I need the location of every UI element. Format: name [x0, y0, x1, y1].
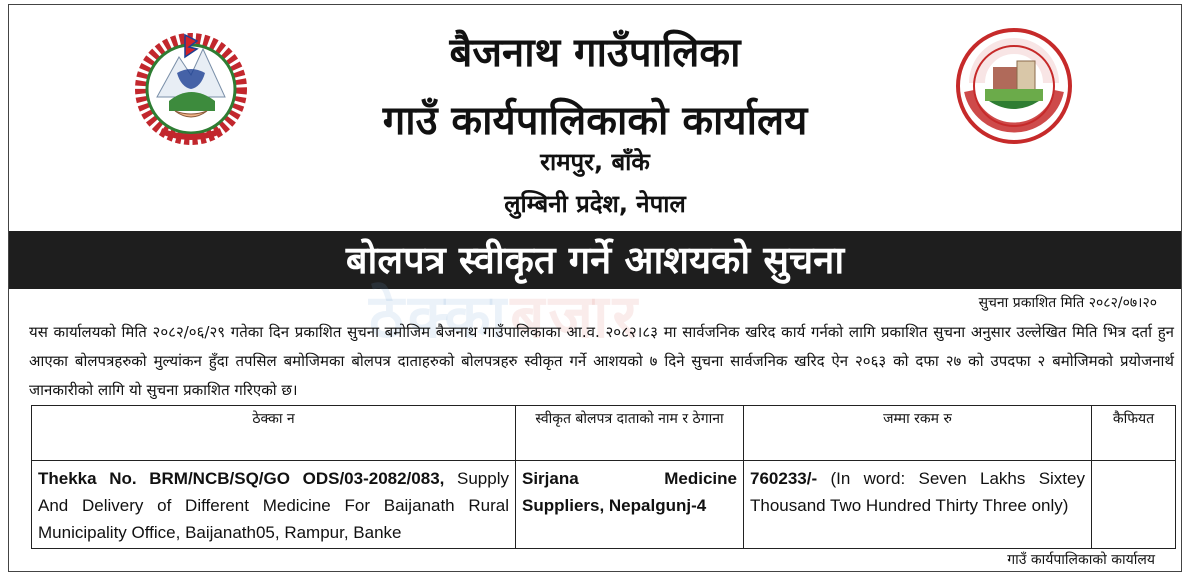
header [9, 5, 1181, 231]
table-row [32, 461, 1176, 549]
municipality-seal-icon [955, 27, 1073, 145]
amount-value: 760233/- [750, 469, 818, 488]
award-table [31, 405, 1176, 549]
table-header-row [32, 406, 1176, 461]
notice-title-banner: बोलपत्र स्वीकृत गर्ने आशयको सुचना [9, 231, 1181, 289]
cell-bidder [516, 461, 744, 549]
amount-in-words: (In word: Seven Lakhs Sixtey Thousand Two Hundred Thirty Three only) [750, 469, 1085, 515]
contract-description: Supply And Delivery of Different Medicine For Baijanath Rural Municipality Office, Baijanath05, Rampur, Banke [38, 469, 509, 542]
signature-office: गाउँ कार्यपालिकाको कार्यालय [1007, 552, 1155, 568]
address-line-1: रामपुर, बाँके [540, 148, 650, 176]
watermark-blue: ठेक्का [369, 282, 511, 352]
bidder-name: Sirjana Medicine Suppliers, Nepalgunj-4 [522, 469, 737, 515]
header-contract-no: ठेक्का न [32, 406, 516, 461]
publish-date: सुचना प्रकाशित मिति २०८२/०७।२० [978, 295, 1157, 311]
notice-frame [8, 4, 1182, 572]
cell-remarks [1092, 461, 1176, 549]
office-name: गाउँ कार्यपालिकाको कार्यालय [382, 98, 808, 144]
watermark-red: बजार [510, 282, 642, 352]
header-bidder: स्वीकृत बोलपत्र दाताको नाम र ठेगाना [516, 406, 744, 461]
cell-amount [744, 461, 1092, 549]
cell-contract [32, 461, 516, 549]
contract-number: Thekka No. BRM/NCB/SQ/GO ODS/03-2082/083, [38, 469, 445, 488]
municipality-name: बैजनाथ गाउँपालिका [449, 30, 741, 76]
header-remarks: कैफियत [1092, 406, 1176, 461]
header-amount: जम्मा रकम रु [744, 406, 1092, 461]
address-line-2: लुम्बिनी प्रदेश, नेपाल [504, 190, 686, 218]
notice-body: यस कार्यालयको मिति २०८२/०६/२९ गतेका दिन प्रकाशित सुचना बमोजिम बैजनाथ गाउँपालिकाका आ.व. २०८२।८३ मा सार्वजनिक खरिद कार्य गर्नको लागि प्रकाशित सुचना अनुसार उल्लेखित मिति भित्र दर्ता हुन आएका बोलपत्रहरुको मुल्यांकन हुँदा तपसिल बमोजिमका बोलपत्र दाताहरुको बोलपत्रहरु स्वीकृत गर्ने आशयको ७ दिने सुचना सार्वजनिक खरिद ऐन २०६३ को दफा २७ को उपदफा २ बमोजिमको प्रयोजनार्थ जानकारीको लागि यो सुचना प्रकाशित गरिएको छ। [29, 323, 1174, 399]
